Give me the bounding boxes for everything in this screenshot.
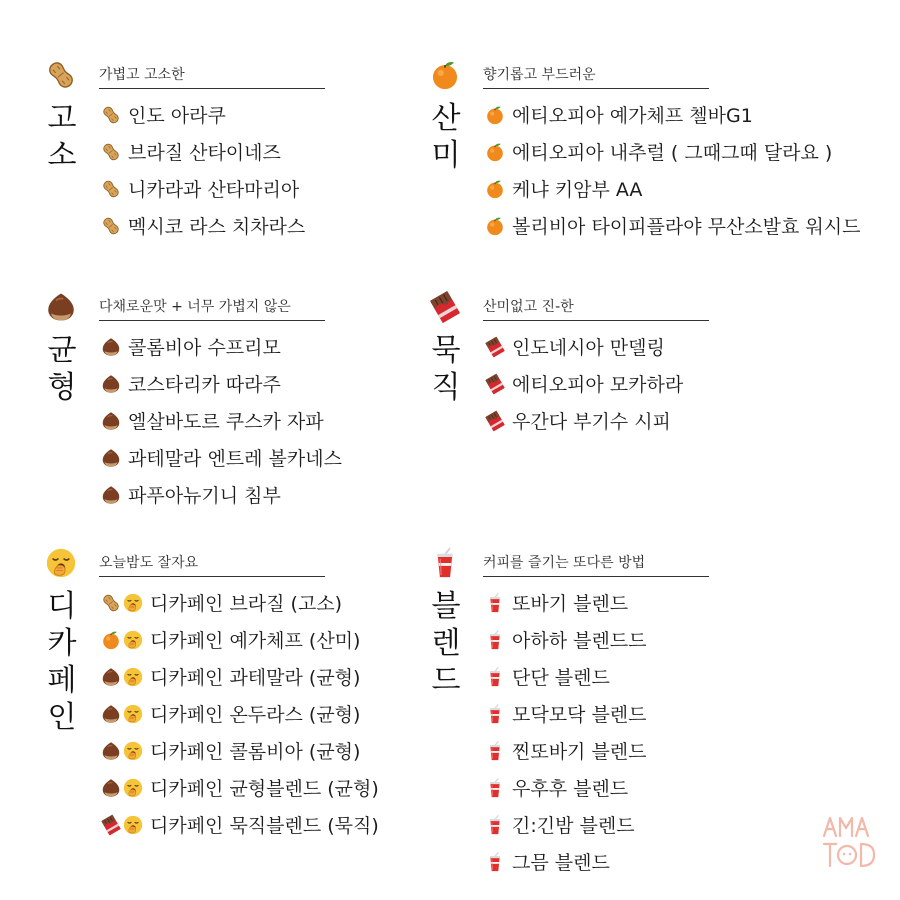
coffee-item-icons — [100, 814, 144, 836]
tangerine-icon — [484, 141, 506, 163]
peanut-icon — [100, 141, 122, 163]
cup-with-straw-icon — [484, 851, 506, 873]
coffee-item-icons — [100, 141, 122, 163]
category-title-char: 고 — [47, 101, 77, 136]
coffee-item-label: 브라질 산타이네즈 — [128, 142, 281, 164]
coffee-item — [100, 402, 342, 439]
category-title-char: 카 — [47, 626, 77, 661]
coffee-item — [100, 621, 379, 658]
section-subtitle: 산미없고 진-한 — [483, 299, 574, 315]
coffee-item-label: 모닥모닥 블렌드 — [512, 704, 647, 726]
coffee-item — [484, 695, 647, 732]
coffee-item-label: 디카페인 브라질 (고소) — [150, 593, 343, 615]
coffee-item-label: 콜롬비아 수프리모 — [128, 337, 281, 359]
section-gosu — [44, 58, 444, 258]
category-title — [430, 100, 462, 174]
cup-with-straw-icon — [484, 740, 506, 762]
yawning-face-icon — [122, 814, 144, 836]
chocolate-icon — [484, 336, 506, 358]
category-title-char: 블 — [431, 589, 461, 624]
category-title-char: 소 — [47, 138, 77, 173]
coffee-item-label: 디카페인 예가체프 (산미) — [150, 630, 361, 652]
coffee-item-label: 멕시코 라스 치차라스 — [128, 216, 306, 238]
tangerine-icon — [484, 215, 506, 237]
coffee-item-icons — [484, 336, 506, 358]
coffee-item-label: 디카페인 균형블렌드 (균형) — [150, 778, 379, 800]
coffee-item — [100, 769, 379, 806]
chestnut-icon — [100, 703, 122, 725]
coffee-item — [100, 732, 379, 769]
coffee-item-icons — [484, 629, 506, 651]
category-title — [46, 332, 78, 406]
chestnut-icon — [100, 336, 122, 358]
section-divider — [483, 88, 709, 89]
peanut-icon — [44, 58, 78, 92]
coffee-list — [484, 96, 861, 244]
coffee-item-icons — [484, 666, 506, 688]
category-title — [46, 100, 78, 174]
coffee-item — [484, 584, 647, 621]
coffee-list — [484, 584, 647, 880]
coffee-item-icons — [484, 740, 506, 762]
coffee-item-label: 또바기 블렌드 — [512, 593, 629, 615]
coffee-item-icons — [100, 410, 122, 432]
coffee-item — [484, 621, 647, 658]
coffee-item-icons — [484, 215, 506, 237]
coffee-list — [100, 328, 342, 513]
yawning-face-icon — [122, 777, 144, 799]
section-subtitle: 다채로운맛 + 너무 가볍지 않은 — [99, 299, 291, 315]
coffee-item — [100, 695, 379, 732]
coffee-item — [484, 328, 683, 365]
cup-with-straw-icon — [484, 666, 506, 688]
category-title-char: 인 — [47, 700, 77, 735]
chestnut-icon — [100, 410, 122, 432]
section-subtitle: 커피를 즐기는 또다른 방법 — [483, 555, 646, 571]
coffee-item-label: 에티오피아 내추럴 ( 그때그때 달라요 ) — [512, 142, 833, 164]
coffee-item-icons — [484, 141, 506, 163]
coffee-item-icons — [484, 104, 506, 126]
category-title-char: 균 — [47, 333, 77, 368]
coffee-item-icons — [484, 592, 506, 614]
coffee-item-label: 케냐 키암부 AA — [512, 179, 643, 201]
cup-with-straw-icon — [484, 629, 506, 651]
coffee-item-icons — [100, 447, 122, 469]
peanut-icon — [100, 215, 122, 237]
coffee-item — [484, 207, 861, 244]
coffee-item-icons — [484, 410, 506, 432]
coffee-item-label: 긴:긴밤 블렌드 — [512, 815, 635, 837]
tangerine-icon — [428, 58, 462, 92]
section-gyunhyeong — [44, 290, 444, 530]
coffee-item-label: 볼리비아 타이피플라야 무산소발효 워시드 — [512, 216, 861, 238]
coffee-item — [100, 133, 305, 170]
yawning-face-icon — [122, 703, 144, 725]
coffee-item-label: 엘살바도르 쿠스카 자파 — [128, 411, 324, 433]
category-title-char: 디 — [47, 589, 77, 624]
coffee-item-icons — [100, 215, 122, 237]
chestnut-icon — [100, 373, 122, 395]
coffee-item-icons — [100, 592, 144, 614]
category-title-char: 직 — [431, 370, 461, 405]
coffee-item — [484, 843, 647, 880]
chocolate-icon — [484, 373, 506, 395]
coffee-item-label: 코스타리카 따라주 — [128, 374, 281, 396]
yawning-face-icon — [122, 592, 144, 614]
chestnut-icon — [100, 447, 122, 469]
category-title-char: 형 — [47, 370, 77, 405]
coffee-item-label: 아하하 블렌드드 — [512, 630, 647, 652]
cup-with-straw-icon — [484, 777, 506, 799]
category-title — [46, 588, 78, 736]
section-sanmi — [428, 58, 898, 258]
yawning-face-icon — [122, 629, 144, 651]
coffee-item-icons — [100, 336, 122, 358]
coffee-item — [100, 476, 342, 513]
section-blend — [428, 546, 828, 896]
coffee-item-icons — [100, 484, 122, 506]
coffee-item — [100, 584, 379, 621]
coffee-item-icons — [100, 104, 122, 126]
cup-with-straw-icon — [428, 546, 462, 580]
coffee-item-icons — [100, 178, 122, 200]
tangerine-icon — [484, 104, 506, 126]
coffee-item — [484, 732, 647, 769]
coffee-item — [100, 96, 305, 133]
coffee-list — [100, 584, 379, 843]
coffee-item — [484, 170, 861, 207]
coffee-item-label: 우후후 블렌드 — [512, 778, 629, 800]
coffee-item — [100, 170, 305, 207]
coffee-item-label: 찐또바기 블렌드 — [512, 741, 647, 763]
category-title-char: 산 — [431, 101, 461, 136]
coffee-item-label: 니카라과 산타마리아 — [128, 179, 300, 201]
coffee-item — [484, 96, 861, 133]
peanut-icon — [100, 178, 122, 200]
coffee-item — [100, 328, 342, 365]
coffee-item — [100, 658, 379, 695]
coffee-item-icons — [484, 703, 506, 725]
coffee-item — [484, 133, 861, 170]
yawning-face-icon — [122, 740, 144, 762]
yawning-face-icon — [44, 546, 78, 580]
coffee-item-icons — [484, 178, 506, 200]
coffee-item — [100, 439, 342, 476]
coffee-item-icons — [100, 703, 144, 725]
category-title-char: 페 — [47, 663, 77, 698]
coffee-item-icons — [484, 777, 506, 799]
coffee-item-label: 과테말라 엔트레 볼카네스 — [128, 448, 342, 470]
coffee-item-label: 에티오피아 모카하라 — [512, 374, 684, 396]
coffee-item-label: 인도 아라쿠 — [128, 105, 226, 127]
coffee-list — [100, 96, 305, 244]
chestnut-icon — [100, 666, 122, 688]
section-subtitle: 오늘밤도 잘자요 — [99, 555, 199, 571]
section-divider — [99, 320, 325, 321]
section-decaf — [44, 546, 444, 866]
category-title — [430, 588, 462, 699]
section-divider — [99, 88, 325, 89]
coffee-item-label: 파푸아뉴기니 침부 — [128, 485, 281, 507]
category-title — [430, 332, 462, 406]
category-title-char: 묵 — [431, 333, 461, 368]
coffee-list — [484, 328, 683, 439]
coffee-item-icons — [100, 740, 144, 762]
chocolate-icon — [428, 290, 462, 324]
category-title-char: 드 — [431, 663, 461, 698]
coffee-item-label: 단단 블렌드 — [512, 667, 610, 689]
coffee-item-icons — [484, 814, 506, 836]
amatod-logo — [820, 812, 876, 872]
coffee-item — [484, 769, 647, 806]
chestnut-icon — [100, 484, 122, 506]
tangerine-icon — [100, 629, 122, 651]
coffee-item — [100, 207, 305, 244]
coffee-item-icons — [100, 666, 144, 688]
cup-with-straw-icon — [484, 703, 506, 725]
cup-with-straw-icon — [484, 592, 506, 614]
coffee-item — [484, 806, 647, 843]
cup-with-straw-icon — [484, 814, 506, 836]
section-subtitle: 가볍고 고소한 — [99, 67, 185, 83]
coffee-item — [100, 806, 379, 843]
section-divider — [483, 320, 709, 321]
category-title-char: 미 — [431, 138, 461, 173]
coffee-item — [484, 402, 683, 439]
coffee-item-icons — [100, 629, 144, 651]
coffee-item-label: 그믐 블렌드 — [512, 852, 610, 874]
section-divider — [483, 576, 709, 577]
chocolate-icon — [100, 814, 122, 836]
chestnut-icon — [100, 740, 122, 762]
coffee-item-label: 디카페인 묵직블렌드 (묵직) — [150, 815, 379, 837]
peanut-icon — [100, 592, 122, 614]
section-subtitle: 향기롭고 부드러운 — [483, 67, 596, 83]
coffee-item — [484, 365, 683, 402]
coffee-item-icons — [484, 373, 506, 395]
coffee-item-icons — [100, 777, 144, 799]
coffee-item-label: 디카페인 콜롬비아 (균형) — [150, 741, 361, 763]
coffee-item-label: 디카페인 과테말라 (균형) — [150, 667, 361, 689]
chestnut-icon — [44, 290, 78, 324]
section-divider — [99, 576, 325, 577]
coffee-item-label: 인도네시아 만델링 — [512, 337, 665, 359]
coffee-item-label: 우간다 부기수 시피 — [512, 411, 671, 433]
chestnut-icon — [100, 777, 122, 799]
chocolate-icon — [484, 410, 506, 432]
coffee-item-icons — [484, 851, 506, 873]
coffee-item — [100, 365, 342, 402]
peanut-icon — [100, 104, 122, 126]
yawning-face-icon — [122, 666, 144, 688]
coffee-item-icons — [100, 373, 122, 395]
coffee-item-label: 에티오피아 예가체프 첼바G1 — [512, 105, 753, 127]
section-mukjik — [428, 290, 828, 490]
tangerine-icon — [484, 178, 506, 200]
coffee-item — [484, 658, 647, 695]
coffee-item-label: 디카페인 온두라스 (균형) — [150, 704, 361, 726]
category-title-char: 렌 — [431, 626, 461, 661]
